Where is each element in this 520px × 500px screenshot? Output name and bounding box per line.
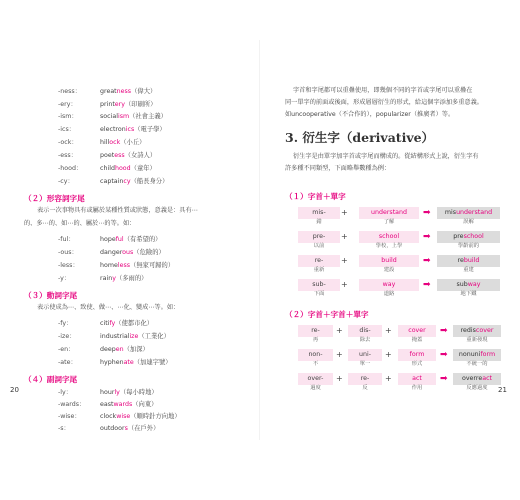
suffix-row: -s： — [58, 425, 70, 432]
suffix-row: -ock： — [58, 139, 78, 146]
result-box: subway — [437, 279, 500, 291]
suffix-example: citify（使都市化） — [100, 320, 154, 327]
word-box: understand — [359, 207, 419, 219]
suffix-example: deepen（加深） — [100, 346, 149, 353]
result-gloss: 地下鐵 — [460, 291, 477, 297]
suffix-example: outdoors（在戶外） — [100, 425, 160, 432]
result-box: overreact — [453, 373, 501, 385]
plus-sign: + — [341, 256, 348, 265]
word-gloss: 作用 — [411, 385, 423, 391]
suffix-example: hourly（每小時地） — [100, 389, 158, 396]
arrow-icon: ➡ — [440, 374, 448, 384]
result-box: misunderstand — [437, 207, 500, 219]
prefix-box: re- — [348, 373, 382, 385]
suffix-row: -ics： — [58, 126, 76, 133]
prefix-gloss: 錯 — [316, 219, 322, 225]
arrow-icon: ➡ — [440, 326, 448, 336]
suffix-example: greatness（偉大） — [100, 88, 157, 95]
plus-sign: + — [336, 326, 343, 335]
prefix-gloss: 以前 — [313, 243, 325, 249]
section-desc-line: 的、多⋯的、如⋯的、屬於⋯的等。如： — [24, 220, 136, 227]
suffix-example: childhood（童年） — [100, 165, 156, 172]
prefix-gloss: 反 — [362, 385, 368, 391]
suffix-example: dangerous（危險的） — [100, 249, 165, 256]
word-box: form — [398, 349, 436, 361]
suffix-row: -ful： — [58, 236, 75, 243]
intro-line: 如uncooperative（不合作的），popularizer（推廣者）等。 — [285, 111, 455, 118]
suffix-row: -ery： — [58, 101, 77, 108]
result-gloss: 反應過度 — [466, 385, 488, 391]
suffix-example: electronics（電子學） — [100, 126, 166, 133]
suffix-row: -ly： — [58, 389, 73, 396]
intro-line: 字首和字尾都可以重疊使用，即幾個不同的字首或字尾可以重疊在 — [293, 87, 473, 94]
arrow-icon: ➡ — [423, 256, 431, 266]
result-box: rediscover — [453, 325, 501, 337]
suffix-example: industrialize（工業化） — [100, 333, 170, 340]
suffix-example: eastwards（向東） — [100, 401, 158, 408]
arrow-icon: ➡ — [423, 232, 431, 242]
section-desc-line: 表示一次事物具有或屬於某種性質或狀態，意義是：具有⋯ — [37, 207, 198, 214]
word-gloss: 形式 — [411, 361, 423, 367]
group-title-prefix-prefix-word: （２）字首＋字首＋單字 — [285, 310, 369, 319]
prefix-gloss: 除去 — [359, 337, 371, 343]
word-gloss: 了解 — [383, 219, 395, 225]
prefix-gloss: 重新 — [313, 267, 325, 273]
prefix-box: dis- — [348, 325, 382, 337]
word-gloss: 學校，上學 — [375, 243, 403, 249]
prefix-box: re- — [298, 255, 340, 267]
result-gloss: 重建 — [463, 267, 474, 273]
suffix-row: -hood： — [58, 165, 83, 172]
suffix-example: poetess（女詩人） — [100, 152, 157, 159]
prefix-box: mis- — [298, 207, 340, 219]
section-title-adverb: （４）副詞字尾 — [24, 375, 78, 384]
suffix-row: -y： — [58, 275, 71, 282]
prefix-box: pre- — [298, 231, 340, 243]
suffix-row: -wards： — [58, 401, 86, 408]
result-gloss: 學齡前的 — [457, 243, 480, 249]
plus-sign: + — [336, 350, 343, 359]
suffix-row: -ness： — [58, 88, 81, 95]
section-title-adjective: （２）形容詞字尾 — [24, 194, 85, 203]
prefix-box: uni- — [348, 349, 382, 361]
prefix-box: re- — [298, 325, 333, 337]
suffix-row: -wise： — [58, 413, 81, 420]
arrow-icon: ➡ — [423, 280, 431, 290]
suffix-example: rainy（多雨的） — [100, 275, 148, 282]
word-box: way — [359, 279, 419, 291]
section-heading: 3. 衍生字（derivative） — [285, 130, 435, 145]
plus-sign: + — [385, 326, 392, 335]
prefix-box: non- — [298, 349, 333, 361]
prefix-gloss: 下面 — [313, 291, 325, 297]
suffix-row: -en： — [58, 346, 75, 353]
suffix-example: hyphenate（加連字號） — [100, 359, 172, 366]
suffix-example: printery（印刷所） — [100, 101, 157, 108]
suffix-row: -less： — [58, 262, 79, 269]
result-gloss: 不統一的 — [466, 361, 488, 367]
suffix-example: socialism（社會主義） — [100, 113, 167, 120]
suffix-row: -ate： — [58, 359, 77, 366]
word-gloss: 掩蓋 — [411, 337, 423, 343]
plus-sign: + — [336, 374, 343, 383]
result-gloss: 誤解 — [463, 219, 474, 225]
word-box: cover — [398, 325, 436, 337]
suffix-example: homeless（無家可歸的） — [100, 262, 175, 269]
word-gloss: 道路 — [383, 291, 395, 297]
plus-sign: + — [341, 208, 348, 217]
suffix-row: -fy： — [58, 320, 73, 327]
plus-sign: + — [341, 280, 348, 289]
suffix-example: hillock（小丘） — [100, 139, 146, 146]
suffix-row: -ize： — [58, 333, 76, 340]
result-box: rebuild — [437, 255, 500, 267]
section-desc-line: 表示使成為⋯、致使、做⋯、⋯化、變成⋯等。如： — [37, 304, 180, 311]
word-box: build — [359, 255, 419, 267]
prefix-gloss: 不 — [312, 361, 319, 367]
heading-desc-line: 許多種不同類型，下面略舉數種為例： — [285, 165, 391, 172]
arrow-icon: ➡ — [440, 350, 448, 360]
result-box: preschool — [437, 231, 500, 243]
word-gloss: 建設 — [383, 267, 395, 273]
prefix-gloss: 再 — [312, 337, 319, 343]
prefix-box: over- — [298, 373, 333, 385]
suffix-example: captaincy（船長身分） — [100, 178, 169, 185]
plus-sign: + — [341, 232, 348, 241]
prefix-box: sub- — [298, 279, 340, 291]
prefix-gloss: 單一 — [359, 361, 371, 367]
suffix-row: -cy： — [58, 178, 74, 185]
page-number: 21 — [498, 386, 507, 394]
group-title-prefix-word: （１）字首＋單字 — [285, 192, 346, 201]
intro-line: 同一單字的前面或後面，形成層層衍生的形式，給這個字添加多重意義。 — [285, 99, 483, 106]
plus-sign: + — [385, 374, 392, 383]
right-page — [260, 0, 520, 500]
suffix-row: -ous： — [58, 249, 78, 256]
suffix-example: hopeful（有希望的） — [100, 236, 162, 243]
heading-desc-line: 衍生字是由單字加字首或字尾而構成的。從結構形式上說，衍生字有 — [293, 153, 479, 160]
arrow-icon: ➡ — [423, 208, 431, 218]
suffix-row: -ess： — [58, 152, 78, 159]
word-box: school — [359, 231, 419, 243]
result-gloss: 重新發現 — [466, 337, 488, 343]
result-box: nonuniform — [453, 349, 501, 361]
page-number: 20 — [10, 386, 19, 394]
word-box: act — [398, 373, 436, 385]
section-title-verb: （３）動詞字尾 — [24, 291, 78, 300]
suffix-example: clockwise（順時針方向地） — [100, 413, 181, 420]
suffix-row: -ism： — [58, 113, 78, 120]
prefix-gloss: 過度 — [310, 385, 321, 391]
plus-sign: + — [385, 350, 392, 359]
